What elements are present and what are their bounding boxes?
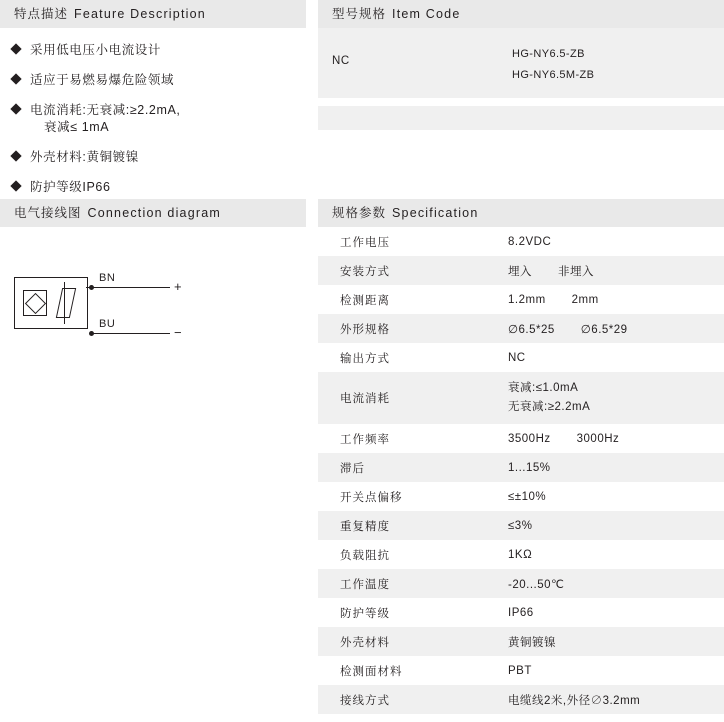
list-item — [10, 179, 306, 196]
spec-value — [504, 453, 724, 482]
spec-label: 负载阻抗 — [340, 549, 390, 562]
spec-value — [504, 227, 724, 256]
spec-value-1: 8.2VDC — [508, 235, 552, 248]
spec-value — [504, 685, 724, 714]
list-item — [10, 149, 306, 166]
spec-value — [504, 598, 724, 627]
table-row — [318, 627, 724, 656]
spec-value-1: 衰减:≤1.0mA — [508, 382, 579, 394]
connection-header-en: Connection diagram — [87, 206, 221, 220]
spec-value — [504, 627, 724, 656]
spec-header-cn: 规格参数 — [332, 206, 387, 220]
spec-label: 防护等级 — [340, 607, 390, 620]
feature-text: 适应于易燃易爆危险领域 — [30, 73, 175, 87]
spec-value — [504, 343, 724, 372]
spec-label: 工作温度 — [318, 569, 504, 598]
item-code-list — [512, 44, 594, 86]
sensor-symbol-icon — [23, 290, 47, 316]
item-code-header-cn: 型号规格 — [332, 7, 387, 21]
spec-value-1: 电缆线2米,外径∅3.2mm — [508, 694, 641, 707]
spec-header-en: Specification — [392, 206, 479, 220]
spec-label: 外形规格 — [318, 314, 504, 343]
item-code-spacer — [318, 98, 724, 106]
feature-text: 外壳材料:黄铜镀镍 — [30, 150, 139, 164]
spec-value-2: 3000Hz — [576, 432, 620, 445]
diamond-bullet-icon — [10, 103, 21, 114]
table-row — [318, 372, 724, 424]
feature-text: 防护等级IP66 — [30, 180, 111, 194]
spec-value — [504, 482, 724, 511]
specification-panel — [318, 199, 724, 714]
spec-value — [504, 285, 724, 314]
diamond-bullet-icon — [10, 73, 21, 84]
spec-label: 检测距离 — [340, 294, 390, 307]
connection-diagram-header — [0, 199, 306, 227]
spec-value — [504, 656, 724, 685]
table-row — [318, 453, 724, 482]
spec-value-2: 无衰减:≥2.2mA — [508, 401, 591, 413]
spec-label: 检测面材料 — [340, 665, 403, 678]
list-item — [10, 42, 306, 59]
spec-value — [504, 372, 724, 424]
spec-label: 输出方式 — [340, 352, 390, 365]
feature-header-cn: 特点描述 — [14, 7, 69, 21]
spec-value — [504, 569, 724, 598]
sensor-coil-icon — [56, 288, 76, 318]
table-row — [318, 256, 724, 285]
spec-value-1: 黄铜镀镍 — [508, 636, 556, 649]
feature-text: 电流消耗:无衰减:≥2.2mA, — [30, 103, 181, 117]
feature-header-en: Feature Description — [74, 7, 206, 21]
table-row — [318, 482, 724, 511]
table-row — [318, 540, 724, 569]
table-row — [318, 656, 724, 685]
spec-value-1: ∅6.5*25 — [508, 323, 555, 336]
feature-subtext: 衰减≤ 1mA — [44, 120, 110, 134]
spec-value-1: IP66 — [508, 606, 534, 619]
spec-label: 外壳材料 — [318, 627, 504, 656]
item-code-output-type: NC — [332, 55, 350, 67]
item-code-body — [318, 28, 724, 98]
spec-value-1: -20...50℃ — [508, 578, 565, 591]
connection-header-cn: 电气接线图 — [14, 206, 82, 220]
list-item — [10, 102, 306, 136]
wire-top-main — [92, 287, 170, 288]
wire-top-label: BN — [99, 272, 116, 284]
item-code-footer-band — [318, 106, 724, 130]
spec-value — [504, 540, 724, 569]
table-row — [318, 285, 724, 314]
wire-top-node-icon — [89, 285, 94, 290]
spec-label: 工作频率 — [340, 433, 390, 446]
polarity-minus: − — [174, 325, 182, 340]
spec-label: 滞后 — [318, 453, 504, 482]
spec-value-1: 埋入 — [508, 265, 532, 278]
item-code-value: HG-NY6.5-ZB — [512, 48, 585, 60]
spec-value-1: 1...15% — [508, 461, 551, 474]
list-item — [10, 72, 306, 89]
spec-value-2: 非埋入 — [558, 265, 594, 278]
table-row — [318, 227, 724, 256]
item-code-header-en: Item Code — [392, 7, 461, 21]
spec-value — [504, 511, 724, 540]
spec-value-1: PBT — [508, 664, 532, 677]
spec-label: 安装方式 — [318, 256, 504, 285]
diamond-bullet-icon — [10, 43, 21, 54]
sensor-body-icon — [14, 277, 88, 329]
wire-bottom-node-icon — [89, 331, 94, 336]
feature-text: 采用低电压小电流设计 — [30, 43, 162, 57]
spec-value-1: 3500Hz — [508, 432, 551, 445]
table-row — [318, 685, 724, 714]
wire-bottom-main — [92, 333, 170, 334]
item-code-value: HG-NY6.5M-ZB — [512, 69, 595, 81]
table-row — [318, 569, 724, 598]
spec-value-1: 1.2mm — [508, 293, 546, 306]
spec-value — [504, 314, 724, 343]
diamond-bullet-icon — [10, 150, 21, 161]
table-row — [318, 424, 724, 453]
feature-description-header — [0, 0, 306, 28]
polarity-plus: + — [174, 279, 182, 294]
table-row — [318, 511, 724, 540]
wire-bottom-label: BU — [99, 318, 116, 330]
feature-list — [0, 28, 306, 196]
table-row — [318, 314, 724, 343]
spec-value-1: ≤±10% — [508, 490, 547, 503]
spec-label: 工作电压 — [340, 236, 390, 249]
spec-value-2: 2mm — [571, 293, 599, 306]
specification-header — [318, 199, 724, 227]
item-code-panel — [318, 0, 724, 130]
feature-description-panel — [0, 0, 306, 209]
connection-diagram-figure — [0, 241, 306, 361]
spec-value-1: 1KΩ — [508, 548, 533, 561]
table-row — [318, 598, 724, 627]
spec-value — [504, 256, 724, 285]
spec-value-1: NC — [508, 351, 526, 364]
spec-label: 接线方式 — [318, 685, 504, 714]
spec-value — [504, 424, 724, 453]
connection-diagram-panel — [0, 199, 306, 361]
spec-value-2: ∅6.5*29 — [580, 323, 628, 336]
diamond-bullet-icon — [10, 180, 21, 191]
spec-label: 开关点偏移 — [340, 491, 403, 504]
sensor-symbol-inner-icon — [25, 293, 46, 314]
table-row — [318, 343, 724, 372]
spec-value-1: ≤3% — [508, 519, 533, 532]
item-code-header — [318, 0, 724, 28]
spec-label: 重复精度 — [318, 511, 504, 540]
specification-table — [318, 227, 724, 714]
spec-label: 电流消耗 — [318, 372, 504, 424]
sensor-coil-line-icon — [64, 282, 65, 324]
